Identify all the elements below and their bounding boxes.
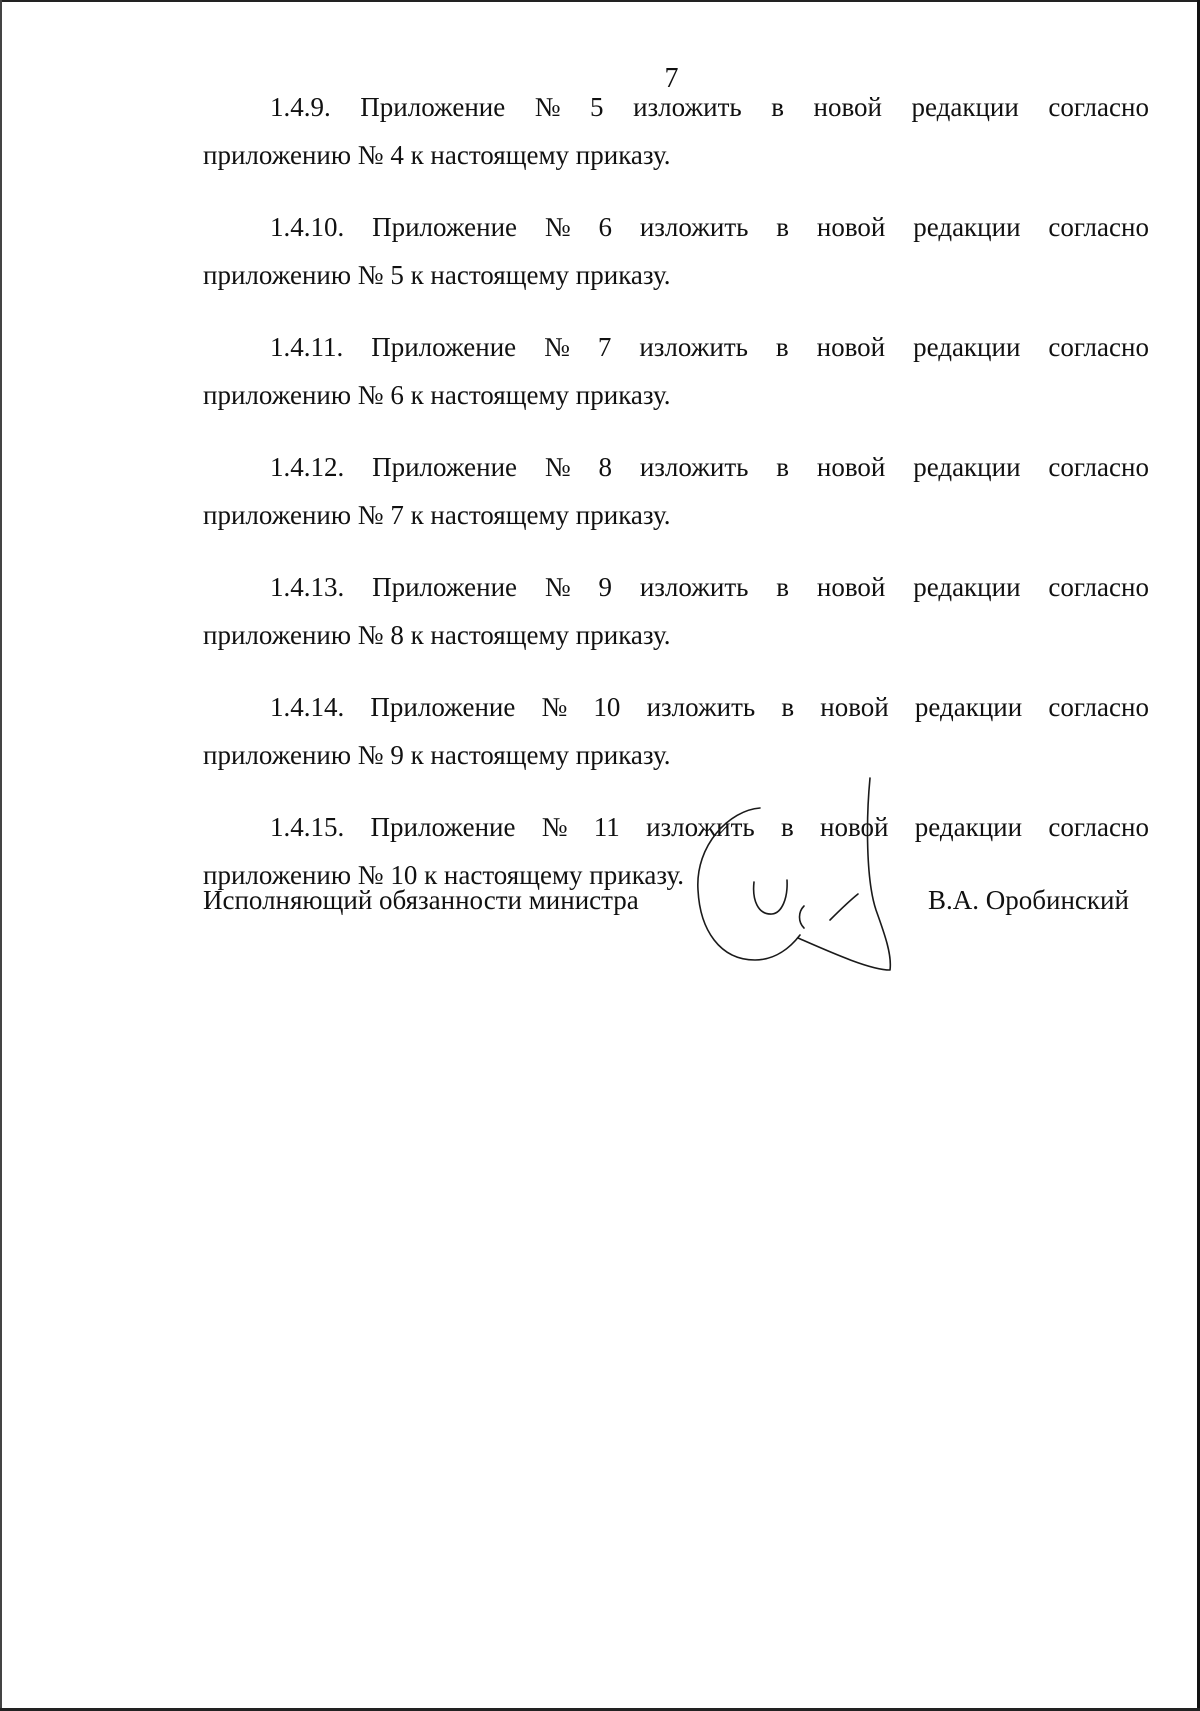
- signatory-name: В.А. Оробинский: [928, 885, 1129, 915]
- item-continuation: приложению № 9 к настоящему приказу.: [203, 740, 671, 770]
- item-word: Приложение: [371, 332, 517, 362]
- item-word: изложить: [646, 812, 755, 842]
- item-word: в: [776, 572, 790, 602]
- item-word: №: [541, 812, 568, 842]
- item-word: 7: [597, 332, 612, 362]
- item-word: согласно: [1048, 212, 1149, 242]
- item-continuation: приложению № 7 к настоящему приказу.: [203, 500, 671, 530]
- item-word: Приложение: [370, 692, 516, 722]
- item-word: согласно: [1048, 812, 1149, 842]
- item-word: Приложение: [360, 92, 506, 122]
- item-number: 1.4.11.: [270, 332, 344, 362]
- item-word: Приложение: [372, 212, 518, 242]
- item-continuation: приложению № 8 к настоящему приказу.: [203, 620, 671, 650]
- item-continuation: приложению № 6 к настоящему приказу.: [203, 380, 671, 410]
- order-item-first-line: [203, 92, 1149, 122]
- item-word: 8: [598, 452, 612, 482]
- order-item: [203, 92, 1149, 170]
- item-word: в: [776, 212, 790, 242]
- item-word: №: [534, 92, 561, 122]
- item-number: 1.4.10.: [270, 212, 345, 242]
- item-word: изложить: [639, 332, 748, 362]
- item-word: в: [780, 812, 794, 842]
- order-item-first-line: [203, 332, 1149, 362]
- item-word: новой: [820, 692, 889, 722]
- item-word: изложить: [639, 212, 749, 242]
- item-word: изложить: [633, 92, 742, 122]
- order-item: [203, 332, 1149, 410]
- item-word: изложить: [646, 692, 756, 722]
- item-word: согласно: [1048, 692, 1149, 722]
- order-item: [203, 812, 1149, 890]
- item-word: в: [781, 692, 795, 722]
- item-word: редакции: [914, 812, 1023, 842]
- item-word: новой: [816, 332, 886, 362]
- order-item: [203, 572, 1149, 650]
- item-number: 1.4.14.: [270, 692, 345, 722]
- item-word: редакции: [911, 92, 1019, 122]
- item-number: 1.4.12.: [270, 452, 345, 482]
- item-word: согласно: [1048, 92, 1149, 122]
- order-items-list: [203, 92, 1149, 932]
- item-word: №: [544, 452, 571, 482]
- scan-edge-left: [0, 0, 2, 1711]
- item-word: изложить: [639, 452, 749, 482]
- item-word: согласно: [1048, 452, 1149, 482]
- item-word: новой: [816, 572, 886, 602]
- item-number: 1.4.9.: [270, 92, 331, 122]
- item-word: в: [775, 332, 789, 362]
- item-word: в: [771, 92, 784, 122]
- order-item: [203, 692, 1149, 770]
- handwritten-signature: [680, 770, 960, 985]
- order-item-first-line: [203, 812, 1149, 842]
- item-word: в: [776, 452, 790, 482]
- item-word: редакции: [913, 572, 1021, 602]
- item-word: Приложение: [372, 452, 518, 482]
- order-item-first-line: [203, 692, 1149, 722]
- item-word: редакции: [913, 452, 1021, 482]
- item-continuation: приложению № 10 к настоящему приказу.: [203, 860, 685, 890]
- item-word: редакции: [914, 692, 1023, 722]
- item-word: Приложение: [372, 572, 518, 602]
- signatory-title: Исполняющий обязанности министра: [203, 885, 639, 915]
- order-item-first-line: [203, 212, 1149, 242]
- item-word: №: [541, 692, 568, 722]
- item-number: 1.4.13.: [270, 572, 345, 602]
- item-word: согласно: [1048, 332, 1149, 362]
- item-continuation: приложению № 4 к настоящему приказу.: [203, 140, 671, 170]
- item-word: новой: [820, 812, 889, 842]
- scan-edge-top: [0, 0, 1200, 2]
- item-number: 1.4.15.: [270, 812, 345, 842]
- item-word: 6: [598, 212, 612, 242]
- item-word: редакции: [913, 332, 1021, 362]
- item-word: 10: [593, 692, 621, 722]
- item-word: Приложение: [370, 812, 516, 842]
- order-item: [203, 212, 1149, 290]
- signature-block: [203, 880, 1149, 920]
- order-item: [203, 452, 1149, 530]
- item-word: №: [544, 212, 571, 242]
- item-word: №: [544, 332, 570, 362]
- item-word: 9: [598, 572, 612, 602]
- item-word: 11: [593, 812, 620, 842]
- signature-stroke-vertical: [798, 778, 890, 970]
- order-item-first-line: [203, 572, 1149, 602]
- item-word: согласно: [1048, 572, 1149, 602]
- item-word: редакции: [913, 212, 1021, 242]
- item-word: №: [544, 572, 571, 602]
- item-word: изложить: [639, 572, 749, 602]
- order-item-first-line: [203, 452, 1149, 482]
- item-word: 5: [590, 92, 604, 122]
- item-word: новой: [816, 452, 886, 482]
- item-word: новой: [816, 212, 886, 242]
- item-continuation: приложению № 5 к настоящему приказу.: [203, 260, 671, 290]
- item-word: новой: [813, 92, 882, 122]
- page-number: 7: [664, 63, 679, 94]
